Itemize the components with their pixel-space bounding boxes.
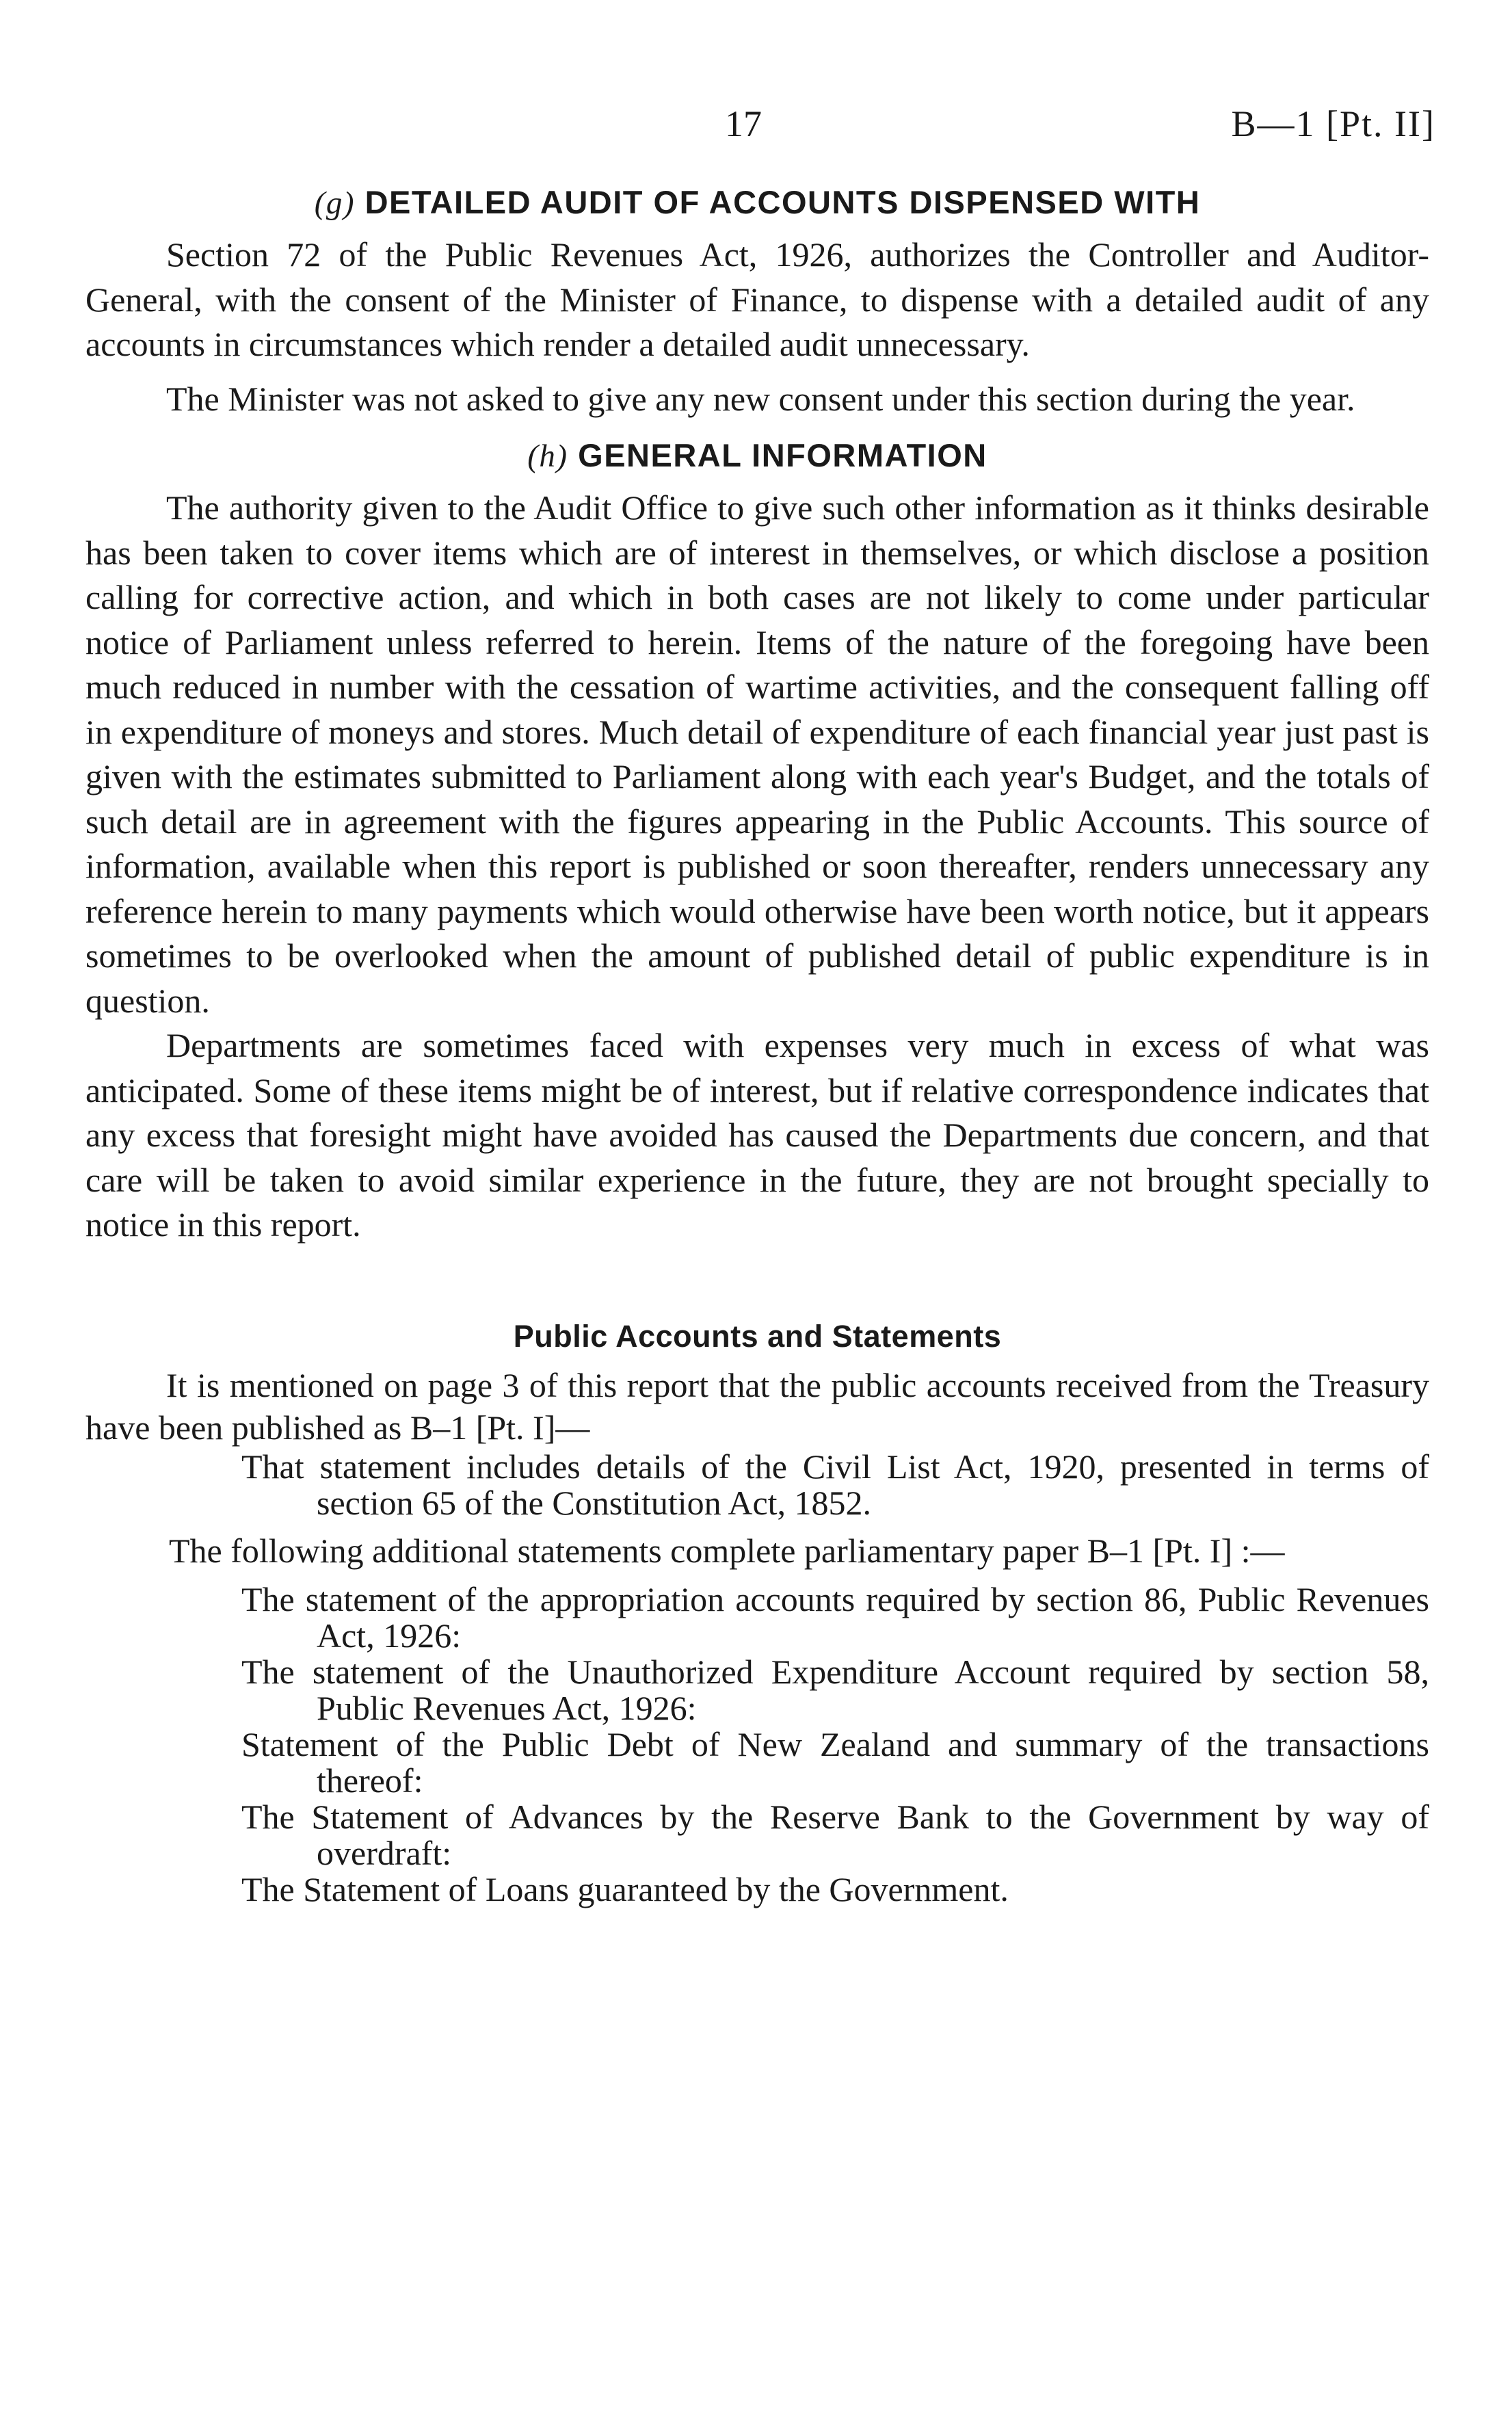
statements-list (85, 1581, 1429, 1908)
section-g-paragraph-2: The Minister was not asked to give any new consent under this section during the year. (166, 379, 1355, 418)
page-number: 17 (725, 103, 762, 144)
following-statements-intro: The following additional statements complete parliamentary paper B–1 [Pt. I] :— (169, 1531, 1285, 1570)
civil-list-note: That statement includes details of the Civil List Act, 1920, presented in terms of section 65 of the Constitution Act, 1852. (241, 1447, 1429, 1522)
statement-item: The Statement of Loans guaranteed by the Government. (241, 1869, 1009, 1908)
section-g-heading (85, 183, 1429, 222)
section-h-letter: (h) (527, 438, 568, 474)
public-accounts-list (85, 1449, 1429, 1908)
section-h-paragraph-2: Departments are sometimes faced with expenses very much in excess of what was anticipated. Some of these items might be of interest, but if relative correspondence indicates that any excess that foresight might have avoided has caused the Departments due concern, and that care will be taken to avoid similar experience in the future, they are not brought specially to notice in this report. (85, 1026, 1429, 1244)
section-h-title: GENERAL INFORMATION (578, 437, 987, 473)
statement-item: The statement of the appropriation accounts required by section 86, Public Revenues Act, 1926: (241, 1579, 1429, 1655)
document-reference: B—1 [Pt. II] (1231, 103, 1435, 144)
section-g-title: DETAILED AUDIT OF ACCOUNTS DISPENSED WITH (364, 184, 1201, 220)
section-h-heading (85, 436, 1429, 475)
section-g-paragraph-1: Section 72 of the Public Revenues Act, 1926, authorizes the Controller and Auditor-General, with the consent of the Minister of Finance, to dispense with a detailed audit of any accounts in circumstances which render a detailed audit unnecessary. (85, 235, 1429, 363)
public-accounts-intro: It is mentioned on page 3 of this report that the public accounts received from the Treasury have been published as B–1 [Pt. I]— (85, 1365, 1429, 1447)
section-h-paragraph-1: The authority given to the Audit Office to give such other information as it thinks desirable has been taken to cover items which are of interest in themselves, or which disclose a position calling for corrective action, and which in both cases are not likely to come under particular notice of Parliament unless referred to herein. Items of the nature of the foregoing have been much reduced in number with the cessation of wartime activities, and the consequent falling off in expenditure of moneys and stores. Much detail of expenditure of each financial year just past is given with the estimates submitted to Parliament along with each year's Budget, and the totals of such detail are in agreement with the figures appearing in the Public Accounts. This source of information, available when this report is published or soon thereafter, renders unnecessary any reference herein to many payments which would otherwise have been worth notice, but it appears sometimes to be overlooked when the amount of published detail of public expenditure is in question. (85, 488, 1429, 1020)
page-content (85, 183, 1429, 1908)
statement-item: The statement of the Unauthorized Expenditure Account required by section 58, Public Revenues Act, 1926: (241, 1652, 1429, 1727)
section-g-letter: (g) (314, 185, 356, 221)
statement-item: Statement of the Public Debt of New Zealand and summary of the transactions thereof: (241, 1724, 1429, 1800)
public-accounts-heading: Public Accounts and Statements (513, 1318, 1002, 1354)
statement-item: The Statement of Advances by the Reserve Bank to the Government by way of overdraft: (241, 1797, 1429, 1872)
